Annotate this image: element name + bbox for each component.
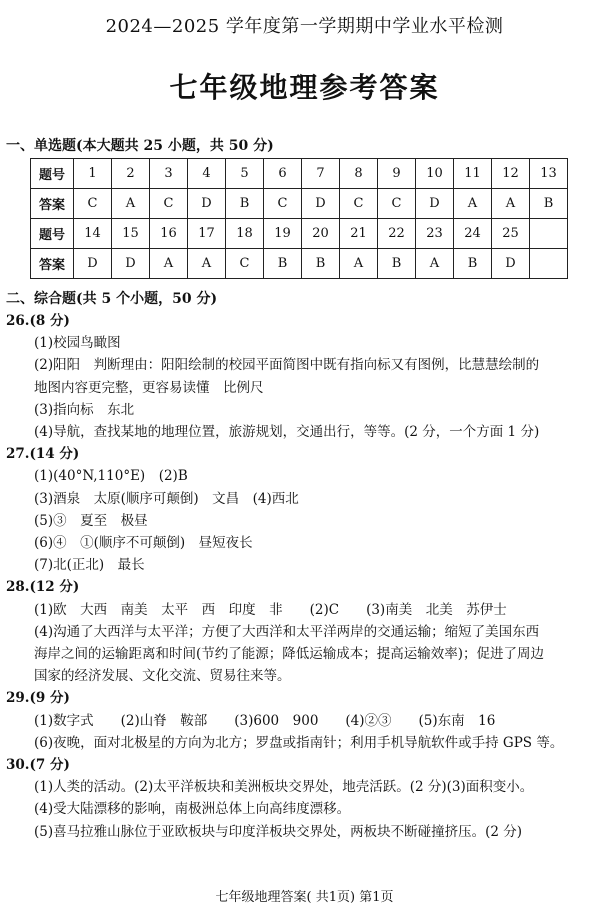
answer-line: (5)喜马拉雅山脉位于亚欧板块与印度洋板块交界处，两板块不断碰撞挤压。(2 分) (34, 823, 523, 840)
question-number-cell (530, 219, 568, 249)
answer-cell: D (74, 249, 112, 279)
page-footer: 七年级地理答案( 共1页) 第1页 (215, 890, 394, 905)
answer-cell: A (416, 249, 454, 279)
answer-cell: D (112, 249, 150, 279)
answer-cell: A (454, 189, 492, 219)
question-number-cell: 15 (112, 219, 150, 249)
answer-cell (530, 249, 568, 279)
answer-line: 国家的经济发展、文化交流、贸易往来等。 (34, 668, 291, 685)
answer-cell: C (340, 189, 378, 219)
answer-cell: C (264, 189, 302, 219)
question-heading: 29.(9 分) (6, 690, 70, 707)
answer-line: (1)人类的活动。(2)太平洋板块和美洲板块交界处，地壳活跃。(2 分)(3)面积变小。 (34, 779, 534, 796)
answer-line: (7)北(正北) 最长 (34, 557, 145, 574)
question-number-cell: 10 (416, 159, 454, 189)
answer-table (30, 158, 568, 279)
question-number-cell: 20 (302, 219, 340, 249)
answer-line: (1)数字式 (2)山脊 鞍部 (3)600 900 (4)②③ (5)东南 16 (34, 712, 496, 729)
answer-cell: C (74, 189, 112, 219)
question-number-cell: 17 (188, 219, 226, 249)
question-number-cell: 3 (150, 159, 188, 189)
question-number-cell: 2 (112, 159, 150, 189)
answer-line: (4)受大陆漂移的影响，南极洲总体上向高纬度漂移。 (34, 801, 351, 818)
answer-cell: B (454, 249, 492, 279)
table-row (31, 159, 568, 189)
answer-cell: A (340, 249, 378, 279)
table-row (31, 249, 568, 279)
answer-cell: D (416, 189, 454, 219)
question-number-cell: 18 (226, 219, 264, 249)
question-number-label: 题号 (31, 219, 74, 249)
answer-cell: C (226, 249, 264, 279)
question-number-cell: 14 (74, 219, 112, 249)
answer-cell: C (150, 189, 188, 219)
answer-label: 答案 (31, 189, 74, 219)
answer-cell: C (378, 189, 416, 219)
answer-label: 答案 (31, 249, 74, 279)
question-number-cell: 7 (302, 159, 340, 189)
question-number-cell: 25 (492, 219, 530, 249)
question-number-cell: 11 (454, 159, 492, 189)
section2-heading: 二、综合题(共 5 个小题，50 分) (6, 291, 218, 307)
question-number-cell: 1 (74, 159, 112, 189)
answer-line: 海岸之间的运输距离和时间(节约了能源；降低运输成本；提高运输效率)；促进了周边 (34, 646, 545, 662)
answer-line: (1)欧 大西 南美 太平 西 印度 非 (2)C (3)南美 北美 苏伊士 (34, 601, 507, 618)
answer-cell: A (150, 249, 188, 279)
table-row (31, 189, 568, 219)
question-number-cell: 8 (340, 159, 378, 189)
question-number-cell: 22 (378, 219, 416, 249)
question-number-cell: 4 (188, 159, 226, 189)
question-number-cell: 5 (226, 159, 264, 189)
answer-cell: B (302, 249, 340, 279)
answer-line: (6)夜晚，面对北极星的方向为北方；罗盘或指南针；利用手机导航软件或手持 GPS 等。 (34, 734, 564, 751)
answer-cell: A (492, 189, 530, 219)
question-heading: 28.(12 分) (6, 579, 80, 596)
question-heading: 27.(14 分) (6, 446, 80, 463)
answer-cell: B (264, 249, 302, 279)
section1-heading: 一、单选题(本大题共 25 小题，共 50 分) (6, 138, 274, 154)
answer-line: (4)导航，查找某地的地理位置，旅游规划，交通出行，等等。(2 分，一个方面 1 分) (34, 424, 540, 440)
answer-cell: B (226, 189, 264, 219)
question-number-cell: 9 (378, 159, 416, 189)
question-number-cell: 23 (416, 219, 454, 249)
page-title: 七年级地理参考答案 (169, 71, 440, 104)
answer-line: (4)沟通了大西洋与太平洋；方便了大西洋和太平洋两岸的交通运输；缩短了美国东西 (34, 623, 540, 640)
answer-cell: A (188, 249, 226, 279)
answer-cell: D (188, 189, 226, 219)
question-number-cell: 24 (454, 219, 492, 249)
answer-line: (5)③ 夏至 极昼 (34, 512, 148, 529)
table-row (31, 219, 568, 249)
answer-line: (6)④ ①(顺序不可颠倒) 昼短夜长 (34, 535, 253, 551)
answer-line: (1)校园鸟瞰图 (34, 335, 121, 352)
answer-line: 地图内容更完整，更容易读懂 比例尺 (34, 379, 264, 396)
answer-cell: B (378, 249, 416, 279)
answer-line: (1)(40°N,110°E) (2)B (34, 468, 188, 485)
question-number-label: 题号 (31, 159, 74, 189)
answer-cell: B (530, 189, 568, 219)
answer-line: (2)阳阳 判断理由：阳阳绘制的校园平面简图中既有指向标又有图例，比慧慧绘制的 (34, 357, 540, 374)
answer-cell: D (302, 189, 340, 219)
question-number-cell: 6 (264, 159, 302, 189)
question-number-cell: 19 (264, 219, 302, 249)
question-number-cell: 16 (150, 219, 188, 249)
question-heading: 30.(7 分) (6, 757, 70, 773)
question-number-cell: 13 (530, 159, 568, 189)
question-heading: 26.(8 分) (6, 313, 70, 329)
answer-line: (3)酒泉 太原(顺序可颠倒) 文昌 (4)西北 (34, 490, 299, 507)
question-number-cell: 12 (492, 159, 530, 189)
answer-cell: D (492, 249, 530, 279)
exam-header: 2024—2025 学年度第一学期期中学业水平检测 (105, 16, 504, 37)
answer-cell: A (112, 189, 150, 219)
answer-line: (3)指向标 东北 (34, 401, 135, 418)
question-number-cell: 21 (340, 219, 378, 249)
